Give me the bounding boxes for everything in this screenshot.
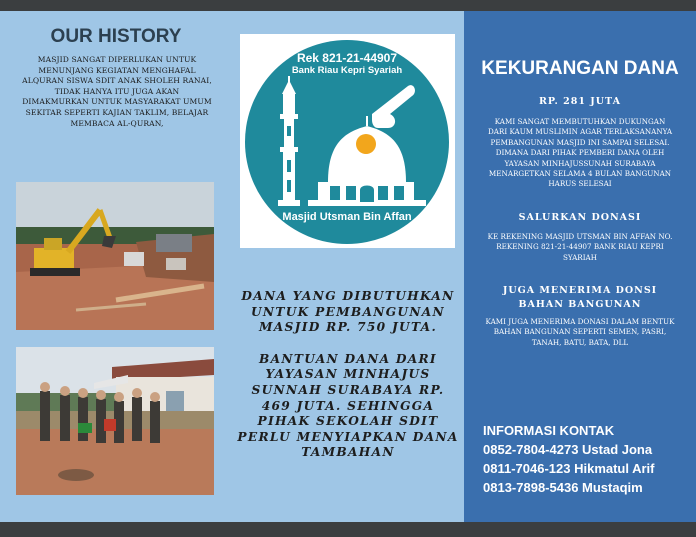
fund-assistance-paragraph: BANTUAN DANA DARI YAYASAN MINHAJUS SUNNAH SURABAYA RP. 469 JUTA. SEHINGGA PIHAK SEKOLAH SDIT PERLU MENYIAPKAN DANA TAMBAHAN bbox=[237, 351, 459, 460]
shortfall-amount: RP. 281 JUTA bbox=[539, 96, 621, 107]
coin-icon bbox=[356, 134, 376, 154]
contact-info bbox=[483, 421, 693, 497]
material-donation-body: KAMI JUGA MENERIMA DONASI DALAM BENTUK BAHAN BANGUNAN SEPERTI SEMEN, PASRI, TANAH, BATU, BATA, DLL bbox=[485, 317, 675, 347]
masjid-logo-card bbox=[240, 34, 455, 248]
material-donation-heading: JUGA MENERIMA DONSI BAHAN BANGUNAN bbox=[502, 285, 658, 310]
excavator-construction-photo bbox=[16, 182, 214, 330]
logo-rek-line: Rek 821-21-44907 bbox=[296, 51, 398, 65]
contact-jona: 0852-7804-4273 Ustad Jona bbox=[483, 442, 653, 457]
fund-needs-text bbox=[236, 289, 460, 477]
bottom-bar bbox=[0, 522, 696, 537]
top-bar bbox=[0, 0, 696, 11]
history-title: OUR HISTORY bbox=[50, 26, 182, 47]
donation-heading: SALURKAN DONASI bbox=[518, 212, 642, 223]
fund-required-paragraph: DANA YANG DIBUTUHKAN UNTUK PEMBANGUNAN MASJID RP. 750 JUTA. bbox=[241, 289, 455, 335]
logo-bank-line: Bank Riau Kepri Syariah bbox=[291, 65, 403, 76]
donation-account-body: KE REKENING MASJID UTSMAN BIN AFFAN NO. REKENING 821-21-44907 BANK RIAU KEPRI SYARIAH bbox=[487, 232, 673, 262]
contact-hikmatul-arif: 0811-7046-123 Hikmatul Arif bbox=[483, 461, 655, 476]
shortfall-title: KEKURANGAN DANA bbox=[481, 58, 679, 79]
history-body: MASJID SANGAT DIPERLUKAN UNTUK MENUNJANG KEGIATAN MENGHAFAL ALQURAN SISWA SDIT ANAK SHOLEH RANAI, TIDAK HANYA ITU JUGA AKAN DIMAKMURKAN UNTUK MASYARAKAT UMUM SEKITAR SEPERTI KAJIAN TAKLIM, BELAJAR MEMBACA AL-QURAN, bbox=[22, 55, 212, 128]
contact-heading: INFORMASI KONTAK bbox=[483, 423, 615, 438]
building-group-photo bbox=[16, 347, 214, 495]
contact-mustaqim: 0813-7898-5436 Mustaqim bbox=[483, 480, 643, 495]
logo-masjid-name: Masjid Utsman Bin Affan bbox=[282, 211, 412, 223]
shortfall-body: KAMI SANGAT MEMBUTUHKAN DUKUNGAN DARI KAUM MUSLIMIN AGAR TERLAKSANANYA PEMBANGUNAN MASJID INI SAMPAI SELESAI. DIMANA DARI PIHAK PEMBERI DANA OLEH YAYASAN MINHAJUSSUNAH SURABAYA MENARGETKAN SELAMA 4 BULAN BANGUNAN HARUS SELESAI bbox=[487, 117, 673, 189]
